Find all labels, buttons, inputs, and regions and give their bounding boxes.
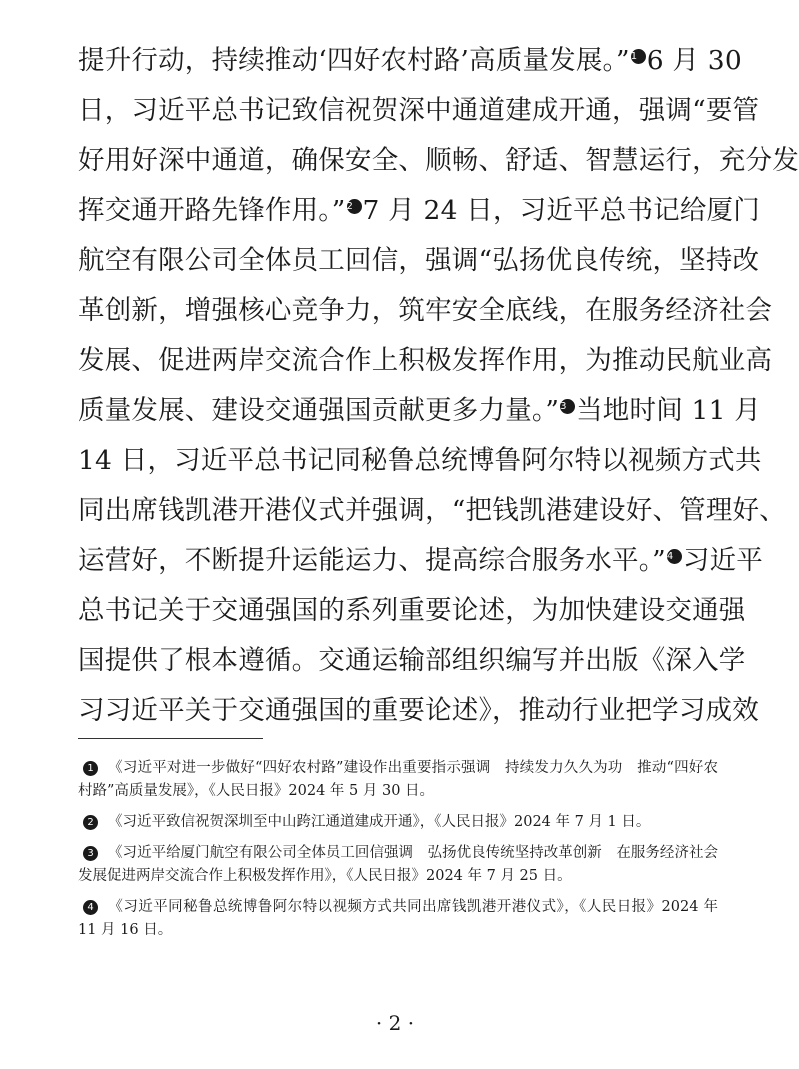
body-line [78,286,773,336]
body-line [78,486,786,536]
body-line [78,36,742,86]
page-number: · 2 · [375,1011,415,1035]
body-line [78,386,761,436]
body-text-run: 同出席钱凯港开港仪式并强调，“把钱凯港建设好、管理好、 [78,495,786,526]
body-text-run: 国提供了根本遵循。交通运输部组织编写并出版《深入学 [78,645,746,676]
body-line [78,236,760,286]
body-text [78,36,799,736]
body-text-run: 7 月 24 日，习近平总书记给厦门 [362,195,760,226]
body-text-run: 运营好，不断提升运能运力、提高综合服务水平。” [78,545,666,576]
footnote-body [78,757,718,803]
footnote-text: 《习近平同秘鲁总统博鲁阿尔特以视频方式共同出席钱凯港开港仪式》，《人民日报》2024 年 11 月 16 日。 [78,899,718,938]
footnote [78,811,718,834]
footnote-number: 1 [83,761,98,776]
body-text-run: 质量发展、建设交通强国贡献更多力量。” [78,395,560,426]
body-line [78,436,762,486]
footnotes [78,757,718,950]
body-text-run: 习习近平关于交通强国的重要论述》，推动行业把学习成效 [78,695,759,726]
body-line [78,136,799,186]
body-text-run: 发展、促进两岸交流合作上积极发挥作用，为推动民航业高 [78,345,773,376]
footnote-marker[interactable]: 3 [560,399,575,414]
footnote-marker[interactable]: 4 [667,549,682,564]
body-text-run: 提升行动，持续推动‘四好农村路’高质量发展。” [78,45,630,76]
footnote-body [78,896,718,942]
body-line [78,186,760,236]
footnote [78,896,718,942]
body-line [78,686,759,736]
body-text-run: 挥交通开路先锋作用。” [78,195,346,226]
body-line [78,636,746,686]
body-text-run: 总书记关于交通强国的系列重要论述，为加快建设交通强 [78,595,746,626]
footnote-separator [78,738,263,739]
body-text-run: 革创新，增强核心竞争力，筑牢安全底线，在服务经济社会 [78,295,773,326]
footnote [78,842,718,888]
body-line [78,336,773,386]
body-text-run: 日，习近平总书记致信祝贺深中通道建成开通，强调“要管 [78,95,760,126]
footnote-number: 4 [83,900,98,915]
footnote-body [78,811,718,834]
body-text-run: 航空有限公司全体员工回信，强调“弘扬优良传统，坚持改 [78,245,760,276]
footnote-text: 《习近平对进一步做好“四好农村路”建设作出重要指示强调 持续发力久久为功 推动“四好农村路”高质量发展》，《人民日报》2024 年 5 月 30 日。 [78,760,718,799]
body-text-run: 6 月 30 [646,45,742,76]
body-text-run: 14 日，习近平总书记同秘鲁总统博鲁阿尔特以视频方式共 [78,445,762,476]
footnote-body [78,842,718,888]
footnote-text: 《习近平给厦门航空有限公司全体员工回信强调 弘扬优良传统坚持改革创新 在服务经济社会发展促进两岸交流合作上积极发挥作用》，《人民日报》2024 年 7 月 25 日。 [78,845,718,884]
body-line [78,86,760,136]
footnote-number: 2 [83,815,98,830]
body-text-run: 习近平 [682,545,764,576]
footnote-number: 3 [83,846,98,861]
footnote-marker[interactable]: 1 [631,49,646,64]
footnote-marker[interactable]: 2 [347,199,362,214]
footnote [78,757,718,803]
body-text-run: 当地时间 11 月 [576,395,761,426]
body-line [78,536,764,586]
footnote-text: 《习近平致信祝贺深圳至中山跨江通道建成开通》，《人民日报》2024 年 7 月 1 日。 [108,814,651,830]
body-line [78,586,746,636]
body-text-run: 好用好深中通道，确保安全、顺畅、舒适、智慧运行，充分发 [78,145,799,176]
